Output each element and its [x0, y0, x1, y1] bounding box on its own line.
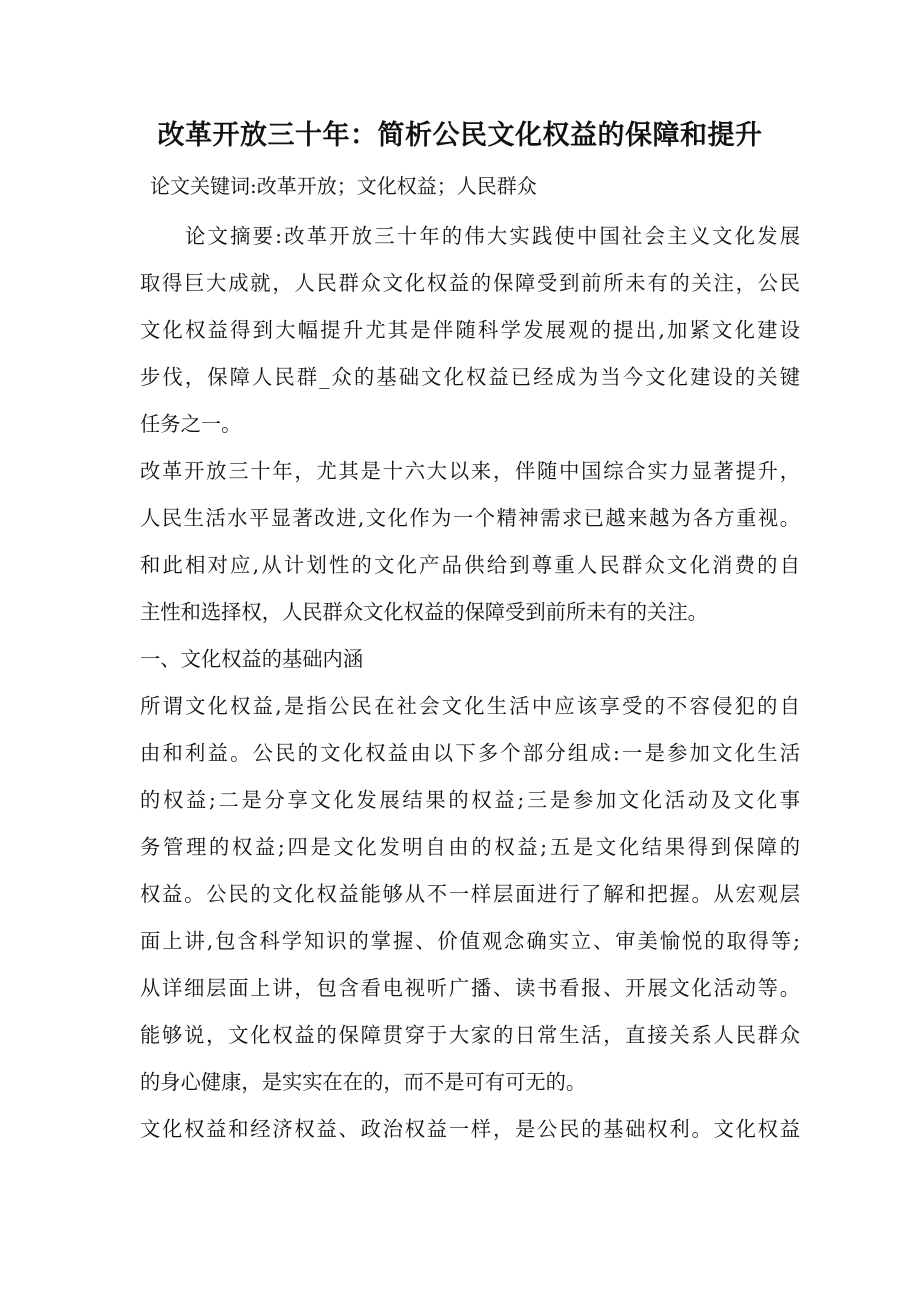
body-line: 的身心健康，是实实在在的，而不是可有可无的。 [140, 1070, 587, 1094]
body-line: 所谓文化权益,是指公民在社会文化生活中应该享受的不容侵犯的自 [140, 694, 800, 718]
body-line: 人民生活水平显著改进,文化作为一个精神需求已越来越为各方重视。 [140, 506, 800, 530]
body-line: 改革开放三十年，尤其是十六大以来，伴随中国综合实力显著提升， [140, 459, 800, 483]
keywords-line: 论文关键词:改革开放；文化权益；人民群众 [150, 174, 537, 198]
body-line: 步伐，保障人民群_众的基础文化权益已经成为当今文化建设的关键 [140, 365, 800, 389]
body-line: 由和利益。公民的文化权益由以下多个部分组成:一是参加文化生活 [140, 741, 800, 765]
body-line: 和此相对应,从计划性的文化产品供给到尊重人民群众文化消费的自 [140, 553, 800, 577]
document-title: 改革开放三十年：简析公民文化权益的保障和提升 [157, 120, 763, 151]
body-line: 务管理的权益;四是文化发明自由的权益;五是文化结果得到保障的 [140, 835, 800, 859]
body-line: 从详细层面上讲，包含看电视听广播、读书看报、开展文化活动等。 [140, 976, 800, 1000]
document-body [140, 213, 800, 1153]
body-line: 取得巨大成就，人民群众文化权益的保障受到前所未有的关注，公民 [140, 271, 800, 295]
body-line: 文化权益和经济权益、政治权益一样，是公民的基础权利。文化权益 [140, 1117, 800, 1141]
body-line: 主性和选择权，人民群众文化权益的保障受到前所未有的关注。 [140, 600, 708, 624]
body-line: 文化权益得到大幅提升尤其是伴随科学发展观的提出,加紧文化建设 [140, 318, 800, 342]
body-line: 一、文化权益的基础内涵 [140, 647, 364, 671]
body-line: 面上讲,包含科学知识的掌握、价值观念确实立、审美愉悦的取得等; [140, 929, 800, 953]
body-line: 能够说，文化权益的保障贯穿于大家的日常生活，直接关系人民群众 [140, 1023, 800, 1047]
body-line: 论文摘要:改革开放三十年的伟大实践使中国社会主义文化发展 [140, 224, 800, 248]
body-line: 的权益;二是分享文化发展结果的权益;三是参加文化活动及文化事 [140, 788, 800, 812]
body-line: 任务之一。 [140, 412, 242, 436]
body-line: 权益。公民的文化权益能够从不一样层面进行了解和把握。从宏观层 [140, 882, 800, 906]
